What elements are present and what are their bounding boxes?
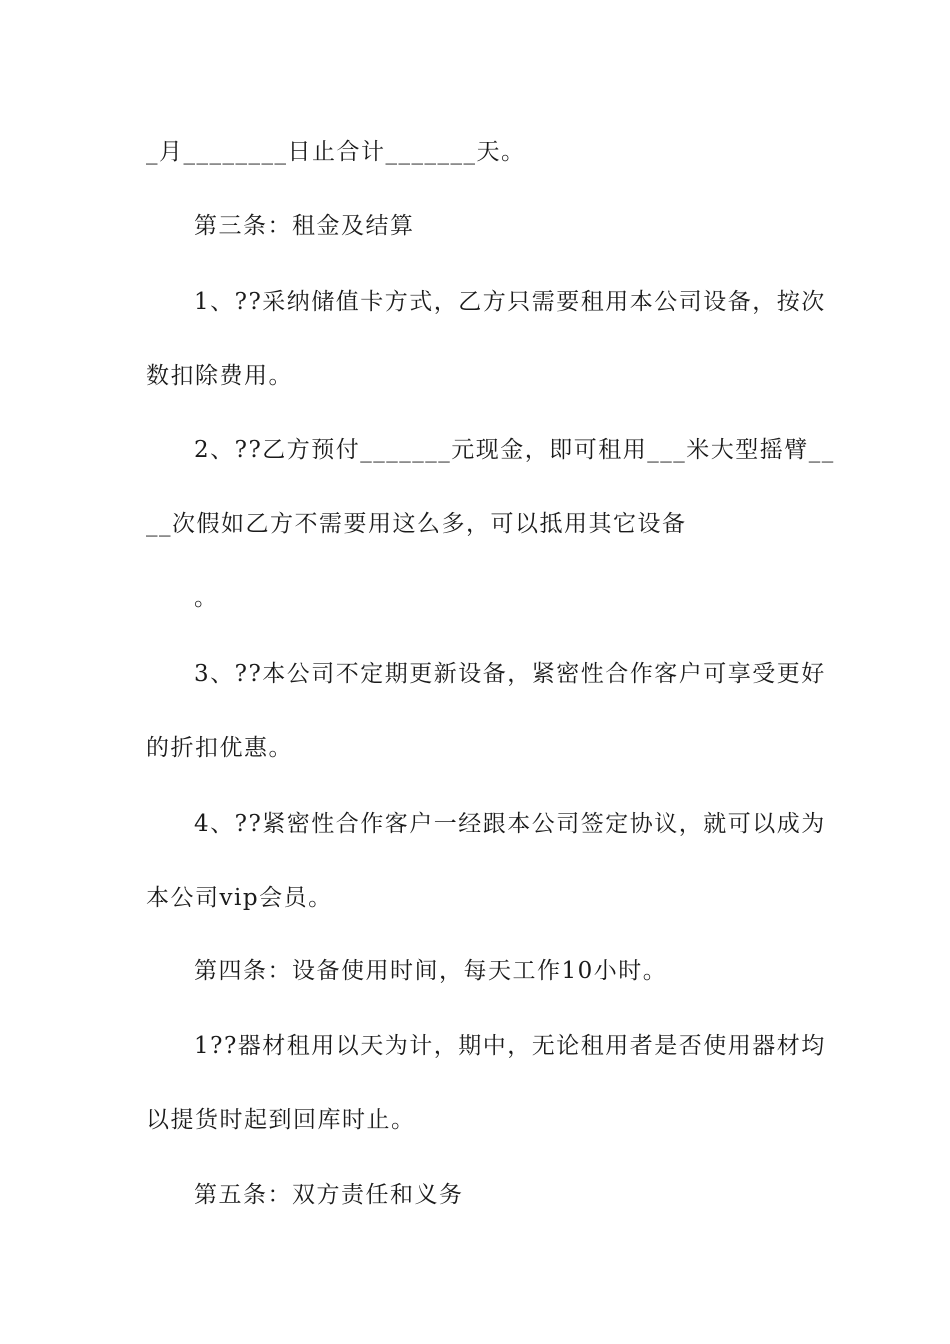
text-line: 1、??采纳储值卡方式，乙方只需要租用本公司设备，按次 bbox=[194, 289, 826, 315]
section-heading: 第三条：租金及结算 bbox=[194, 213, 415, 239]
text-line: 4、??紧密性合作客户一经跟本公司签定协议，就可以成为 bbox=[194, 811, 826, 837]
text-line: 以提货时起到回库时止。 bbox=[146, 1107, 416, 1133]
text-line: 的折扣优惠。 bbox=[146, 735, 293, 761]
text-line: 数扣除费用。 bbox=[146, 363, 293, 389]
text-line: 3、??本公司不定期更新设备，紧密性合作客户可享受更好 bbox=[194, 661, 826, 687]
text-line: 。 bbox=[194, 585, 219, 611]
text-line: 本公司vip会员。 bbox=[146, 885, 333, 911]
text-line: _月________日止合计_______天。 bbox=[146, 139, 526, 165]
section-heading: 第四条：设备使用时间，每天工作10小时。 bbox=[194, 958, 668, 984]
section-heading: 第五条：双方责任和义务 bbox=[194, 1182, 464, 1208]
text-line: 1??器材租用以天为计，期中，无论租用者是否使用器材均 bbox=[194, 1033, 826, 1059]
text-line: __次假如乙方不需要用这么多，可以抵用其它设备 bbox=[146, 511, 687, 537]
text-line: 2、??乙方预付_______元现金，即可租用___米大型摇臂__ bbox=[194, 437, 835, 463]
